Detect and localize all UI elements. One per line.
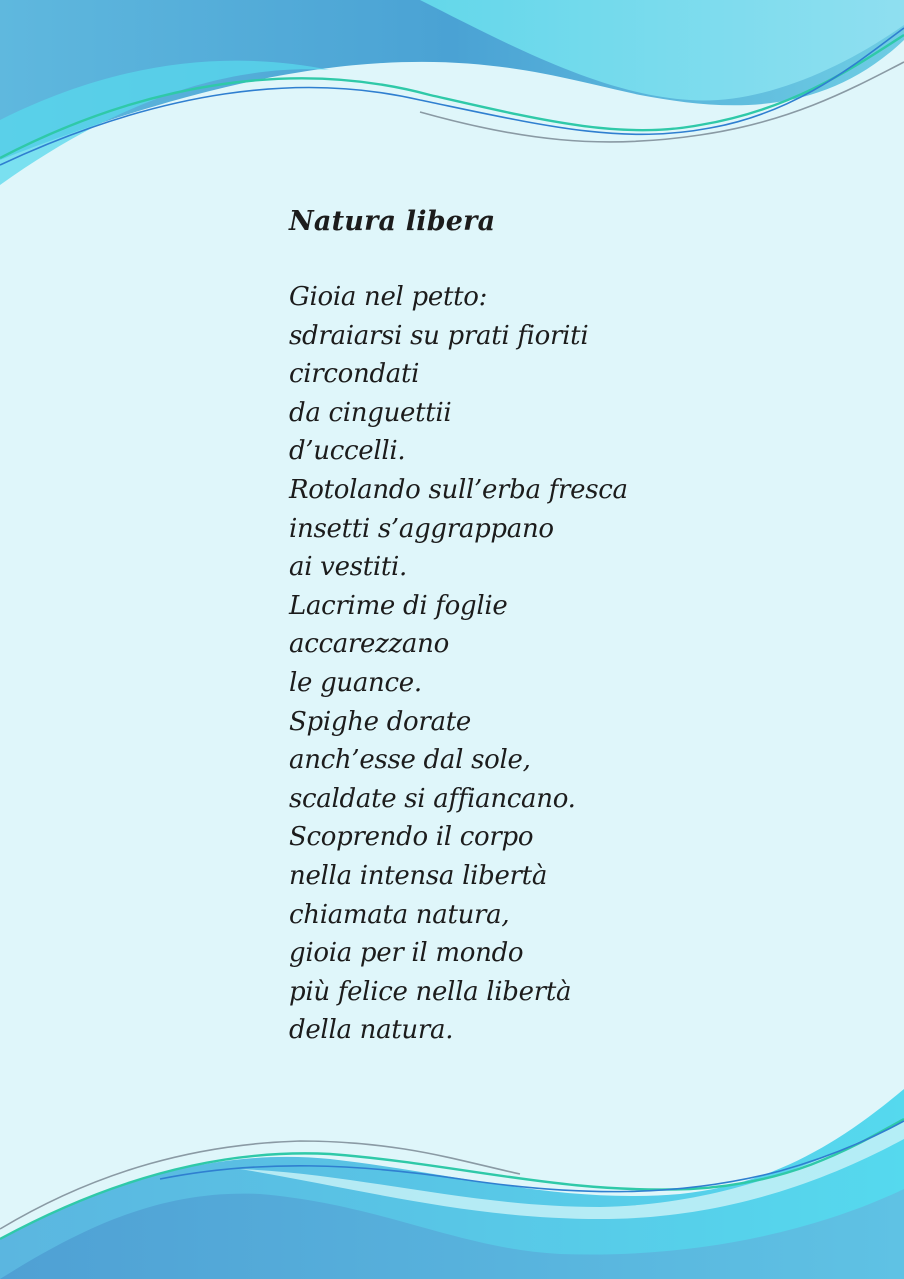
poem-line: della natura. xyxy=(289,1015,454,1046)
poem-line: nella intensa libertà xyxy=(289,860,548,891)
poem-line: Spighe dorate xyxy=(289,706,471,737)
poem-line: sdraiarsi su prati fioriti xyxy=(289,320,589,351)
poem-title: Natura libera xyxy=(289,206,496,237)
poem-line: Gioia nel petto: xyxy=(289,282,488,312)
poem-line: più felice nella libertà xyxy=(289,976,572,1007)
poem-line: Scoprendo il corpo xyxy=(289,822,534,853)
poem-line: insetti s’aggrappano xyxy=(289,513,554,544)
poem-line: scaldate si affiancano. xyxy=(289,783,576,814)
poem-line: chiamata natura, xyxy=(289,899,510,930)
poem xyxy=(289,200,809,1050)
poem-line: Rotolando sull’erba fresca xyxy=(289,474,628,505)
poem-line: da cinguettii xyxy=(289,397,452,428)
poem-line: ai vestiti. xyxy=(289,552,407,583)
poem-lines xyxy=(289,278,809,1050)
poem-line: d’uccelli. xyxy=(289,436,406,467)
poem-line: le guance. xyxy=(289,667,422,698)
poem-line: circondati xyxy=(289,359,420,390)
top-wave-decoration xyxy=(0,0,904,200)
poem-line: Lacrime di foglie xyxy=(289,590,508,621)
bottom-wave-decoration xyxy=(0,1079,904,1279)
poem-line: anch’esse dal sole, xyxy=(289,745,531,776)
poem-line: accarezzano xyxy=(289,629,449,660)
poem-line: gioia per il mondo xyxy=(289,938,524,969)
